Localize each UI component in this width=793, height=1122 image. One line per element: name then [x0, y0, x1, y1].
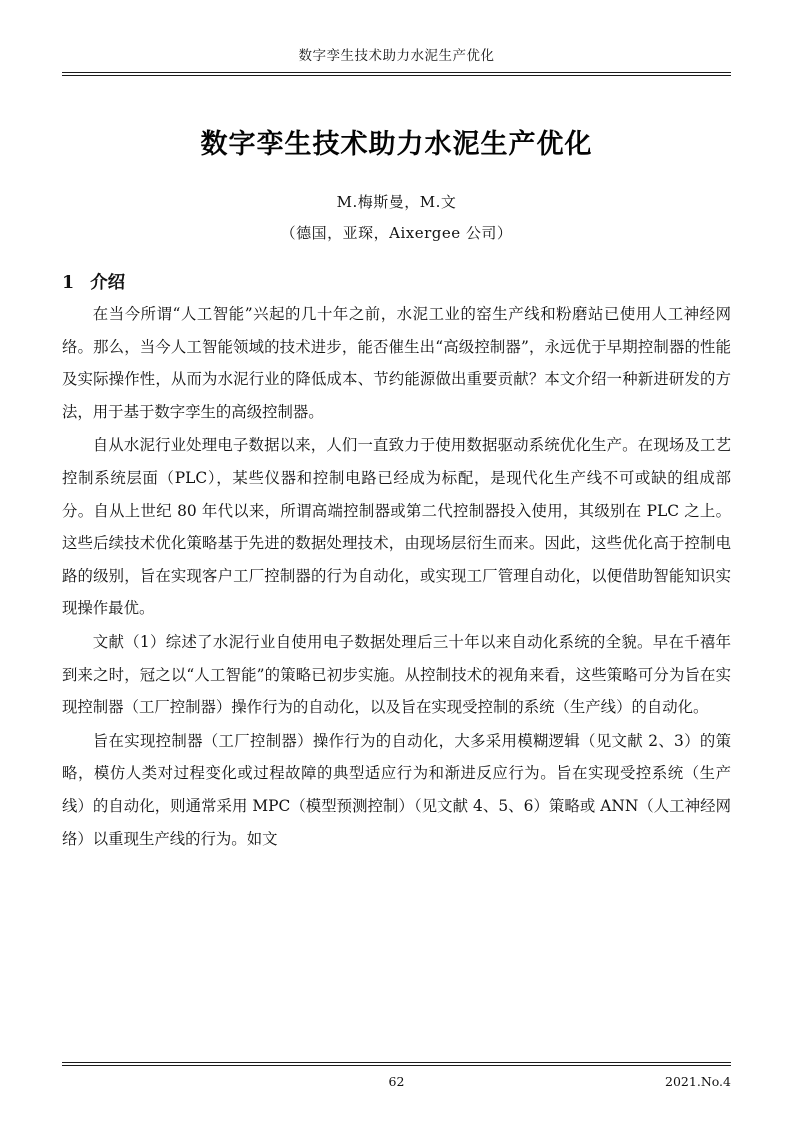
page-number: 62 [388, 1074, 405, 1089]
running-head: 数字孪生技术助力水泥生产优化 [298, 48, 495, 64]
page-footer [62, 1062, 731, 1094]
header-rule-thick [62, 72, 731, 73]
header-rule-thin [62, 75, 731, 76]
footer-row [62, 1074, 731, 1094]
affiliation: （德国，亚琛，Aixergee 公司） [280, 224, 513, 242]
page-title: 数字孪生技术助力水泥生产优化 [200, 129, 593, 160]
footer-rule-thin [62, 1065, 731, 1066]
authors: M.梅斯曼，M.文 [336, 193, 457, 211]
body-text [62, 298, 731, 855]
footer-rule-thick [62, 1062, 731, 1063]
issue-label: 2021.No.4 [665, 1074, 731, 1089]
section-title: 介绍 [90, 273, 126, 293]
section-number: 1 [62, 273, 75, 293]
paragraph: 在当今所谓“人工智能”兴起的几十年之前，水泥工业的窑生产线和粉磨站已使用人工神经网络。那么，当今人工智能领域的技术进步，能否催生出“高级控制器”，永远优于早期控制器的性能及实际操作性，从而为水泥行业的降低成本、节约能源做出重要贡献？本文介绍一种新进研发的方法，用于基于数字孪生的高级控制器。 [62, 305, 731, 421]
paragraph: 旨在实现控制器（工厂控制器）操作行为的自动化，大多采用模糊逻辑（见文献 2、3）的策略，模仿人类对过程变化或过程故障的典型适应行为和渐进反应行为。旨在实现受控系统（生产线）的自动化，则通常采用 MPC（模型预测控制）（见文献 4、5、6）策略或 ANN（人工神经网络）以重现生产线的行为。如文 [62, 731, 731, 848]
page-content [62, 44, 731, 1082]
paragraph: 自从水泥行业处理电子数据以来，人们一直致力于使用数据驱动系统优化生产。在现场及工艺控制系统层面（PLC），某些仪器和控制电路已经成为标配，是现代化生产线不可或缺的组成部分。自从上世纪 80 年代以来，所谓高端控制器或第二代控制器投入使用，其级别在 PLC 之上。这些后续技术优化策略基于先进的数据处理技术，由现场层衍生而来。因此，这些优化高于控制电路的级别，旨在实现客户工厂控制器的行为自动化，或实现工厂管理自动化，以便借助智能知识实现操作最优。 [62, 436, 731, 618]
paragraph: 文献（1）综述了水泥行业自使用电子数据处理后三十年以来自动化系统的全貌。早在千禧年到来之时，冠之以“人工智能”的策略已初步实施。从控制技术的视角来看，这些策略可分为旨在实现控制器（工厂控制器）操作行为的自动化，以及旨在实现受控制的系统（生产线）的自动化。 [62, 632, 731, 717]
section-heading [62, 269, 731, 294]
